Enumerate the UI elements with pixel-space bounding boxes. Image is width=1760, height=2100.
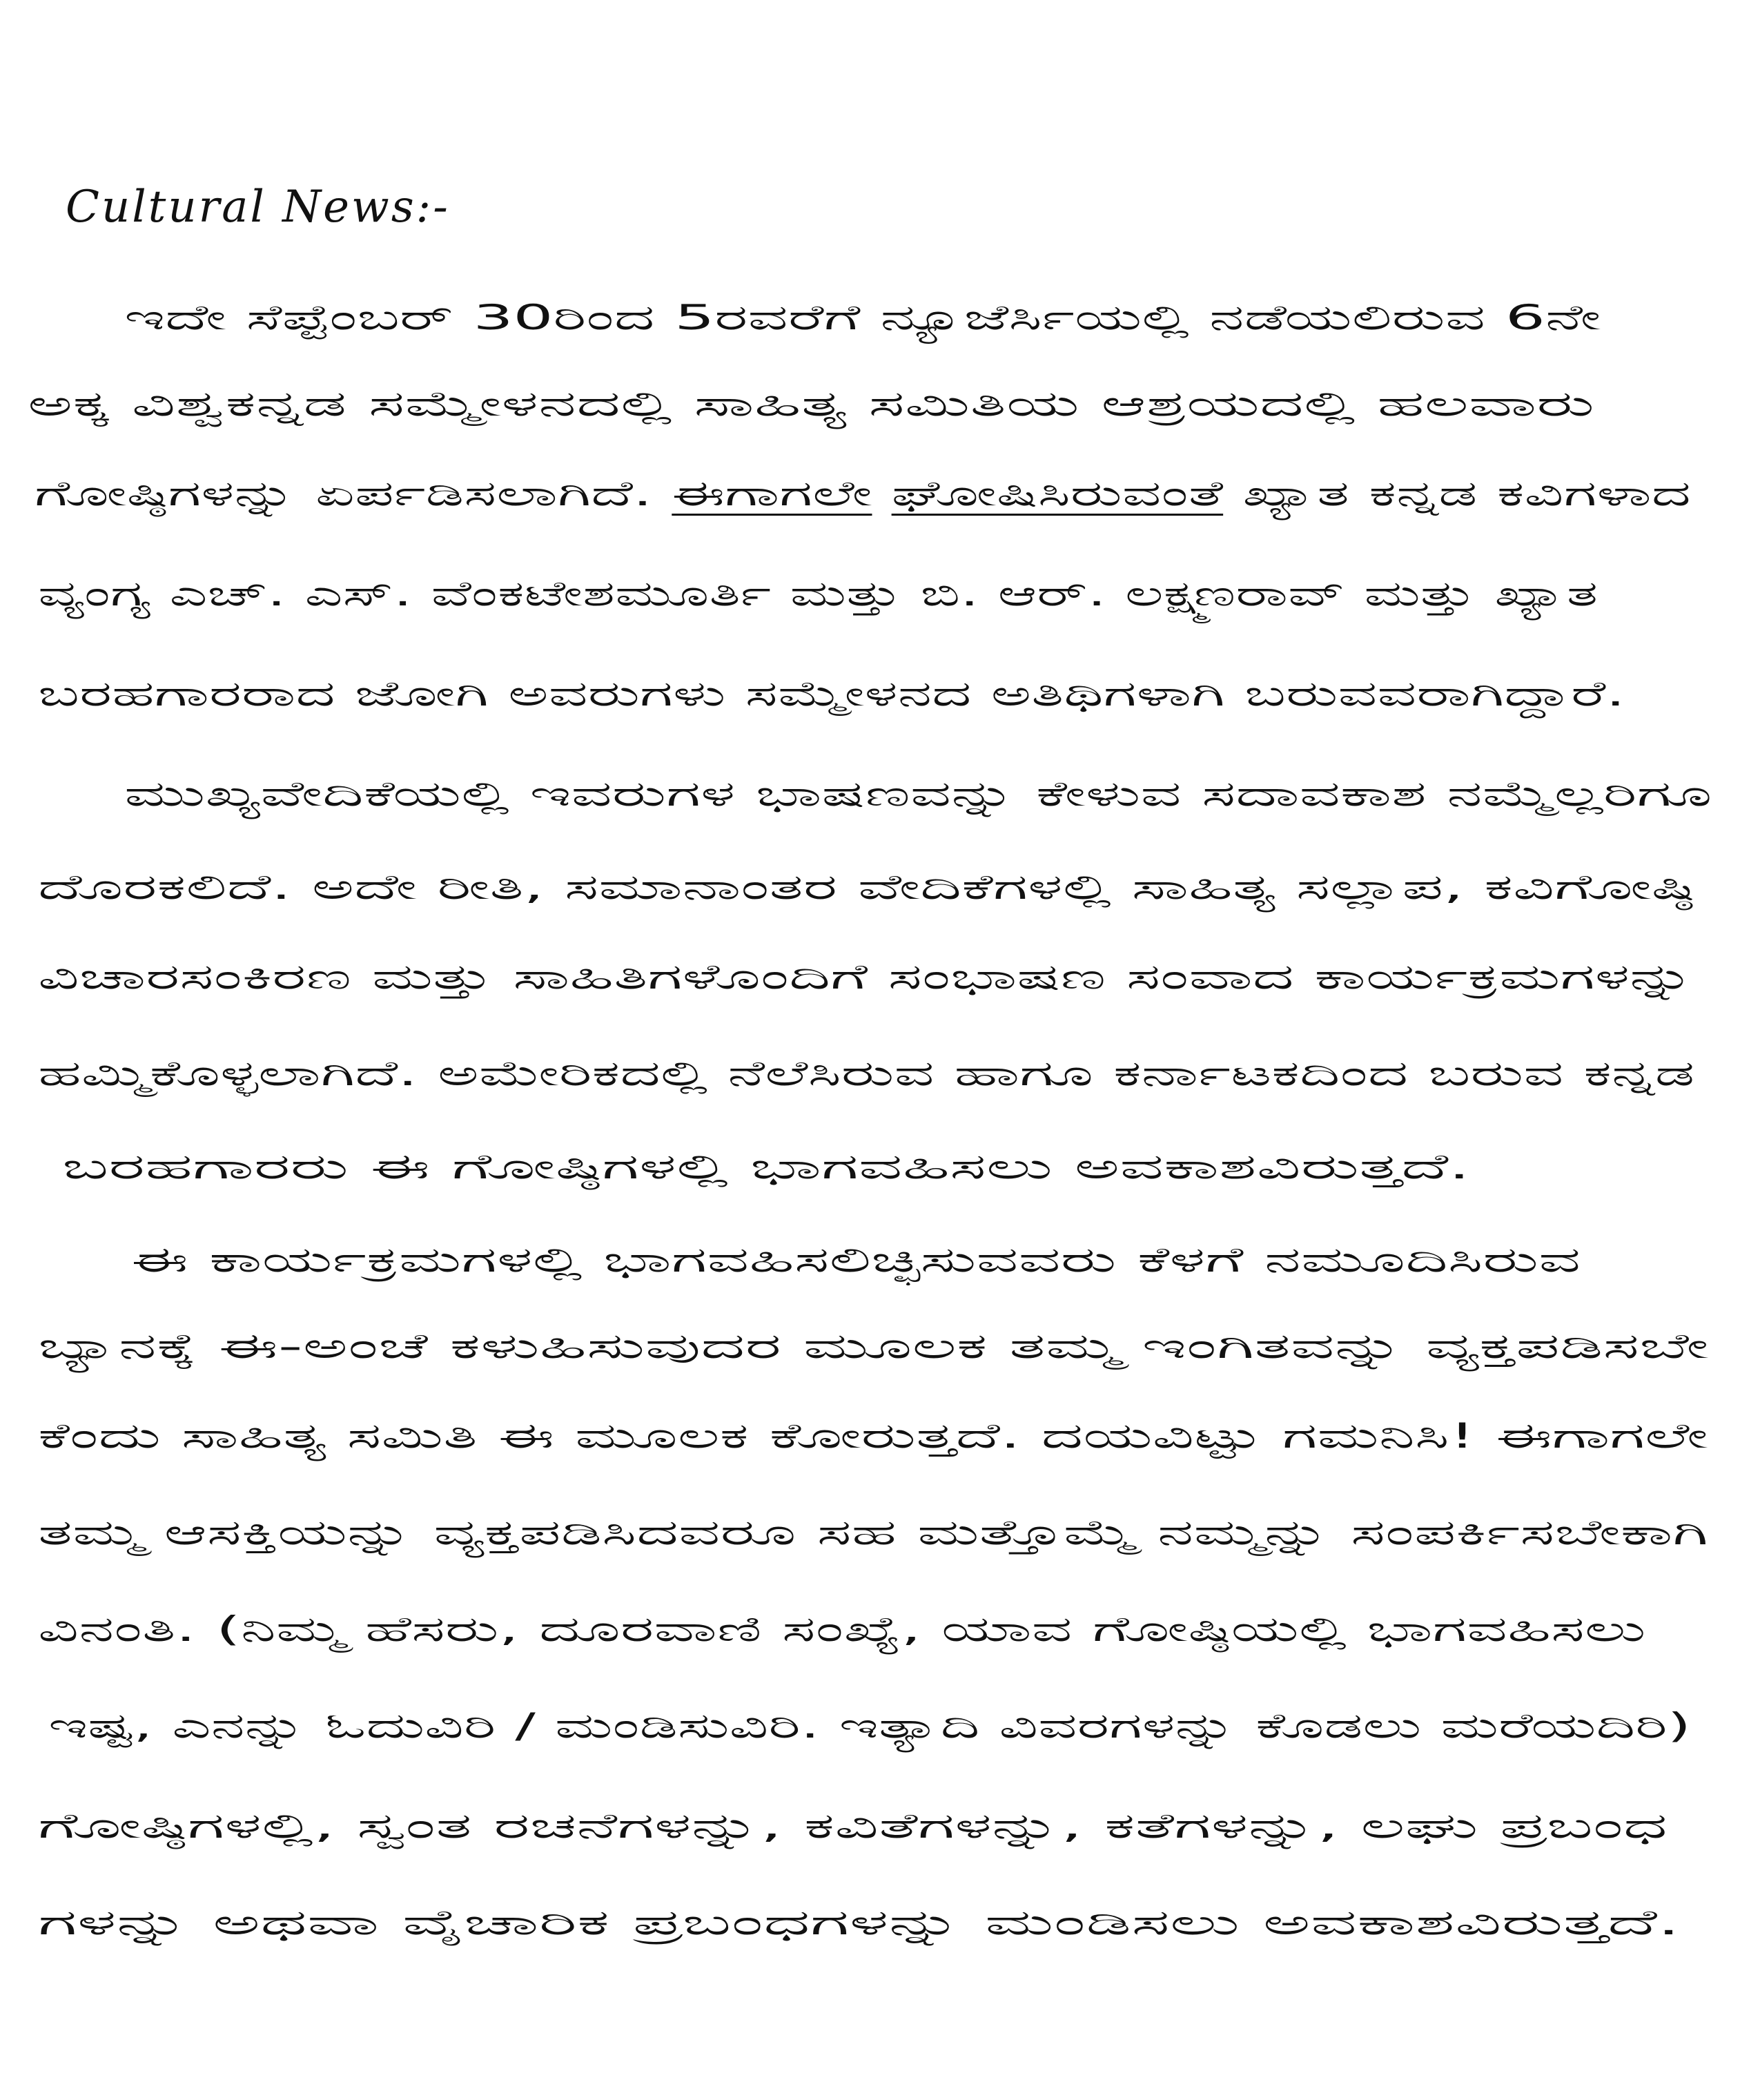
underlined-word-eegagale: ಈಗಾಗಲೇ <box>672 474 872 514</box>
underlined-word-ghoshisiruvante: ಘೋಷಿಸಿರುವಂತೆ <box>891 474 1224 514</box>
text-line-16: ಇಷ್ಟ, ಎನನ್ನು ಓದುವಿರಿ / ಮಂಡಿಸುವಿರಿ. ಇತ್ಯಾದಿ ವಿವರಗಳನ್ನು ಕೊಡಲು ಮರೆಯದಿರಿ) <box>48 1706 1691 1746</box>
text-line-4: ವ್ಯಂಗ್ಯ ಎಚ್. ಎಸ್. ವೆಂಕಟೇಶಮೂರ್ತಿ ಮತ್ತು ಬಿ. ಆರ್. ಲಕ್ಷ್ಮಣರಾವ್ ಮತ್ತು ಖ್ಯಾತ <box>38 574 1598 614</box>
text-line-2: ಅಕ್ಕ ವಿಶ್ವಕನ್ನಡ ಸಮ್ಮೇಳನದಲ್ಲಿ ಸಾಹಿತ್ಯ ಸಮಿತಿಯ ಆಶ್ರಯದಲ್ಲಿ ಹಲವಾರು <box>28 384 1595 424</box>
text-line-12: ಬ್ಯಾನಕ್ಕೆ ಈ-ಅಂಚೆ ಕಳುಹಿಸುವುದರ ಮೂಲಕ ತಮ್ಮ ಇಂಗಿತವನ್ನು ವ್ಯಕ್ತಪಡಿಸಬೇ <box>38 1326 1709 1366</box>
text-line-13: ಕೆಂದು ಸಾಹಿತ್ಯ ಸಮಿತಿ ಈ ಮೂಲಕ ಕೋರುತ್ತದೆ. ದಯವಿಟ್ಟು ಗಮನಿಸಿ! ಈಗಾಗಲೇ <box>38 1416 1708 1456</box>
text-line-15: ವಿನಂತಿ. (ನಿಮ್ಮ ಹೆಸರು, ದೂರವಾಣಿ ಸಂಖ್ಯೆ, ಯಾವ ಗೋಷ್ಠಿಯಲ್ಲಿ ಭಾಗವಹಿಸಲು <box>38 1609 1646 1649</box>
text-line-6: ಮುಖ್ಯವೇದಿಕೆಯಲ್ಲಿ ಇವರುಗಳ ಭಾಷಣವನ್ನು ಕೇಳುವ ಸದಾವಕಾಶ ನಮ್ಮೆಲ್ಲರಿಗೂ <box>124 774 1712 814</box>
text-line-14: ತಮ್ಮ ಆಸಕ್ತಿಯನ್ನು ವ್ಯಕ್ತಪಡಿಸಿದವರೂ ಸಹ ಮತ್ತೊಮ್ಮೆ ನಮ್ಮನ್ನು ಸಂಪರ್ಕಿಸಬೇಕಾಗಿ <box>38 1513 1709 1553</box>
text-line-18: ಗಳನ್ನು ಅಥವಾ ವೈಚಾರಿಕ ಪ್ರಬಂಧಗಳನ್ನು ಮಂಡಿಸಲು ಅವಕಾಶವಿರುತ್ತದೆ. <box>38 1903 1681 1943</box>
text-line-3-end: ಖ್ಯಾತ ಕನ್ನಡ ಕವಿಗಳಾದ <box>1242 474 1691 514</box>
page-title: Cultural News:- <box>66 182 450 233</box>
text-line-3 <box>35 474 1691 514</box>
text-line-7: ದೊರಕಲಿದೆ. ಅದೇ ರೀತಿ, ಸಮಾನಾಂತರ ವೇದಿಕೆಗಳಲ್ಲಿ ಸಾಹಿತ್ಯ ಸಲ್ಲಾಪ, ಕವಿಗೋಷ್ಠಿ <box>38 867 1695 907</box>
text-line-5: ಬರಹಗಾರರಾದ ಜೋಗಿ ಅವರುಗಳು ಸಮ್ಮೇಳನದ ಅತಿಥಿಗಳಾಗಿ ಬರುವವರಾಗಿದ್ದಾರೆ. <box>38 674 1625 714</box>
text-line-3-start: ಗೋಷ್ಠಿಗಳನ್ನು ಏರ್ಪಡಿಸಲಾಗಿದೆ. <box>35 474 653 514</box>
text-line-17: ಗೋಷ್ಠಿಗಳಲ್ಲಿ, ಸ್ವಂತ ರಚನೆಗಳನ್ನು, ಕವಿತೆಗಳನ್ನು, ಕತೆಗಳನ್ನು, ಲಘು ಪ್ರಬಂಧ <box>38 1806 1668 1846</box>
text-line-1: ಇದೇ ಸೆಪ್ಟೆಂಬರ್ 30ರಿಂದ 5ರವರೆಗೆ ನ್ಯೂಜೆರ್ಸಿಯಲ್ಲಿ ನಡೆಯಲಿರುವ 6ನೇ <box>124 298 1601 338</box>
text-line-8: ವಿಚಾರಸಂಕಿರಣ ಮತ್ತು ಸಾಹಿತಿಗಳೊಂದಿಗೆ ಸಂಭಾಷಣ ಸಂವಾದ ಕಾರ್ಯಕ್ರಮಗಳನ್ನು <box>38 957 1694 997</box>
text-line-10: ಬರಹಗಾರರು ಈ ಗೋಷ್ಠಿಗಳಲ್ಲಿ ಭಾಗವಹಿಸಲು ಅವಕಾಶವಿರುತ್ತದೆ. <box>62 1147 1471 1187</box>
text-line-11: ಈ ಕಾರ್ಯಕ್ರಮಗಳಲ್ಲಿ ಭಾಗವಹಿಸಲಿಚ್ಛಿಸುವವರು ಕೆಳಗೆ ನಮೂದಿಸಿರುವ <box>131 1240 1581 1280</box>
text-line-9: ಹಮ್ಮಿಕೊಳ್ಳಲಾಗಿದೆ. ಅಮೇರಿಕದಲ್ಲಿ ನೆಲೆಸಿರುವ ಹಾಗೂ ಕರ್ನಾಟಕದಿಂದ ಬರುವ ಕನ್ನಡ <box>38 1053 1695 1093</box>
